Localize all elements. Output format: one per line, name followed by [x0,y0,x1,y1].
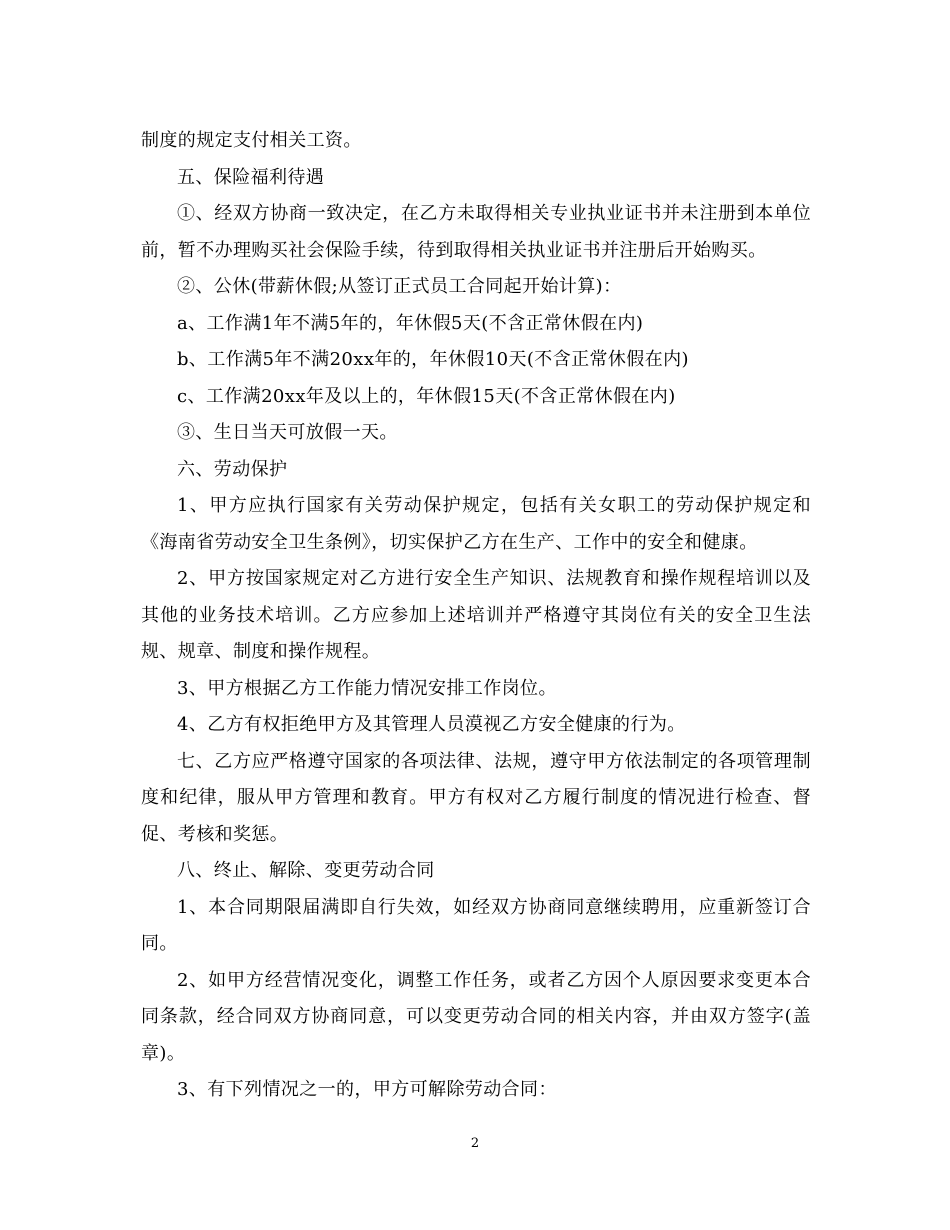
paragraph: a、工作满1年不满5年的，年休假5天(不含正常休假在内) [177,312,644,334]
paragraph: 制度的规定支付相关工资。 [141,130,362,151]
paragraph: 4、乙方有权拒绝甲方及其管理人员漠视乙方安全健康的行为。 [177,714,686,735]
paragraph: 1、本合同期限届满即自行失效，如经双方协商同意继续聘用，应重新签订合同。 [141,896,811,954]
paragraph: 1、甲方应执行国家有关劳动保护规定，包括有关女职工的劳动保护规定和《海南省劳动安全卫生条例》，切实保护乙方在生产、工作中的安全和健康。 [141,495,811,553]
paragraph: c、工作满20xx年及以上的，年休假15天(不含正常休假在内) [177,385,676,407]
page-number: 2 [470,1136,480,1151]
paragraph: b、工作满5年不满20xx年的，年休假10天(不含正常休假在内) [177,349,689,370]
paragraph: ②、公休(带薪休假;从签订正式员工合同起开始计算)： [177,276,622,297]
paragraph: 3、甲方根据乙方工作能力情况安排工作岗位。 [177,677,557,699]
document-body [141,123,811,1109]
paragraph: 2、如甲方经营情况变化，调整工作任务，或者乙方因个人原因要求变更本合同条款，经合同双方协商同意，可以变更劳动合同的相关内容，并由双方签字(盖章)。 [141,969,811,1064]
paragraph: 3、有下列情况之一的，甲方可解除劳动合同： [177,1079,557,1100]
paragraph: 2、甲方按国家规定对乙方进行安全生产知识、法规教育和操作规程培训以及其他的业务技术培训。乙方应参加上述培训并严格遵守其岗位有关的安全卫生法规、规章、制度和操作规程。 [141,568,811,662]
paragraph: ①、经双方协商一致决定，在乙方未取得相关专业执业证书并未注册到本单位前，暂不办理购买社会保险手续，待到取得相关执业证书并注册后开始购买。 [141,203,811,261]
paragraph: 六、劳动保护 [177,458,288,480]
paragraph: 七、乙方应严格遵守国家的各项法律、法规，遵守甲方依法制定的各项管理制度和纪律，服从甲方管理和教育。甲方有权对乙方履行制度的情况进行检查、督促、考核和奖惩。 [141,750,811,845]
paragraph: 五、保险福利待遇 [177,166,325,188]
paragraph: 八、终止、解除、变更劳动合同 [177,860,435,881]
paragraph: ③、生日当天可放假一天。 [177,422,398,443]
